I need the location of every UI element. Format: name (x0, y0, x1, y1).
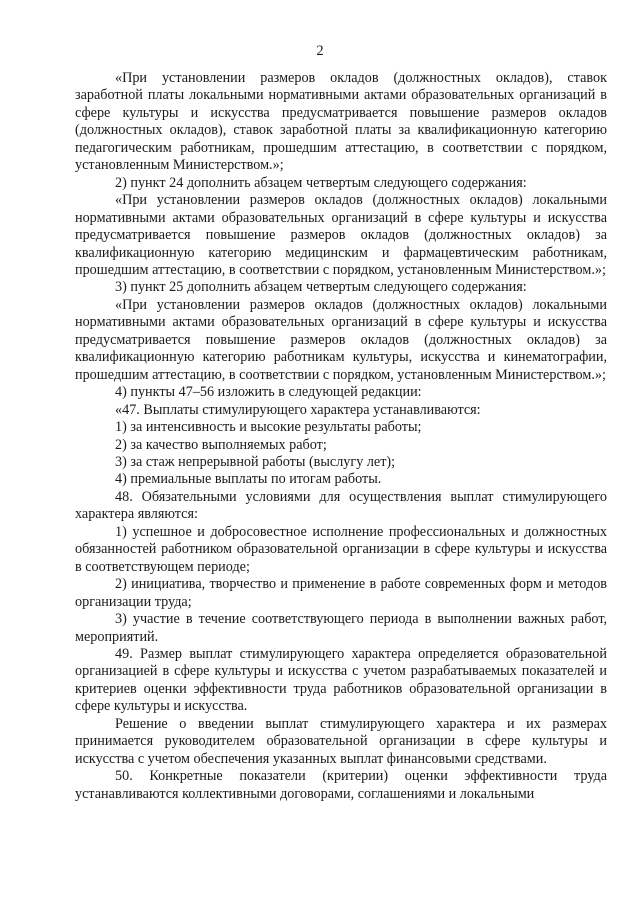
paragraph: 48. Обязательными условиями для осуществления выплат стимулирующего характера являются: (75, 488, 607, 523)
paragraph: 3) пункт 25 дополнить абзацем четвертым следующего содержания: (115, 279, 527, 296)
paragraph: «При установлении размеров окладов (должностных окладов) локальными нормативными актами образовательных организаций в сфере культуры и искусства предусматривается повышение размеров окладов (должностных окладов) за квалификационную категорию медицинским и фармацевтическим работникам, прошедшим аттестацию, в соответствии с порядком, установленным Министерством.»; (75, 192, 607, 278)
list-item: 3) участие в течение соответствующего периода в выполнении важных работ, мероприятий. (75, 611, 607, 645)
page-number: 2 (316, 43, 324, 59)
paragraph: 49. Размер выплат стимулирующего характера определяется образовательной организацией в сфере культуры и искусства с учетом разрабатываемых показателей и критериев оценки эффективности труда работников образовательной организации в сфере культуры и искусства. (75, 645, 607, 715)
paragraph: 4) пункты 47–56 изложить в следующей редакции: (115, 384, 422, 401)
paragraph: 2) пункт 24 дополнить абзацем четвертым следующего содержания: (115, 174, 527, 191)
list-item: 4) премиальные выплаты по итогам работы. (115, 471, 382, 488)
paragraph: 50. Конкретные показатели (критерии) оценки эффективности труда устанавливаются коллективными договорами, соглашениями и локальными (75, 768, 607, 802)
paragraph: «47. Выплаты стимулирующего характера устанавливаются: (115, 401, 481, 418)
list-item: 1) успешное и добросовестное исполнение профессиональных и должностных обязанностей работником образовательной организации в сфере культуры и искусства в соответствующем периоде; (75, 523, 607, 575)
document-body (75, 70, 607, 803)
paragraph: Решение о введении выплат стимулирующего характера и их размерах принимается руководителем образовательной организации в сфере культуры и искусства с учетом обеспечения указанных выплат финансовыми средствами. (75, 715, 607, 767)
paragraph: «При установлении размеров окладов (должностных окладов), ставок заработной платы локальными нормативными актами образовательных организаций в сфере культуры и искусства предусматривается повышение размеров окладов (должностных окладов), ставок заработной платы за квалификационную категорию педагогическим работникам, прошедшим аттестацию, в соответствии с порядком, установленным Министерством.»; (75, 70, 607, 174)
list-item: 2) за качество выполняемых работ; (115, 436, 327, 453)
list-item: 3) за стаж непрерывной работы (выслугу лет); (115, 453, 396, 470)
list-item: 1) за интенсивность и высокие результаты работы; (115, 419, 422, 436)
paragraph: «При установлении размеров окладов (должностных окладов) локальными нормативными актами образовательных организаций в сфере культуры и искусства предусматривается повышение размеров окладов (должностных окладов) за квалификационную категорию работникам культуры, искусства и кинематографии, прошедшим аттестацию, в соответствии с порядком, установленным Министерством.»; (75, 296, 607, 383)
list-item: 2) инициатива, творчество и применение в работе современных форм и методов организации труда; (75, 576, 607, 610)
